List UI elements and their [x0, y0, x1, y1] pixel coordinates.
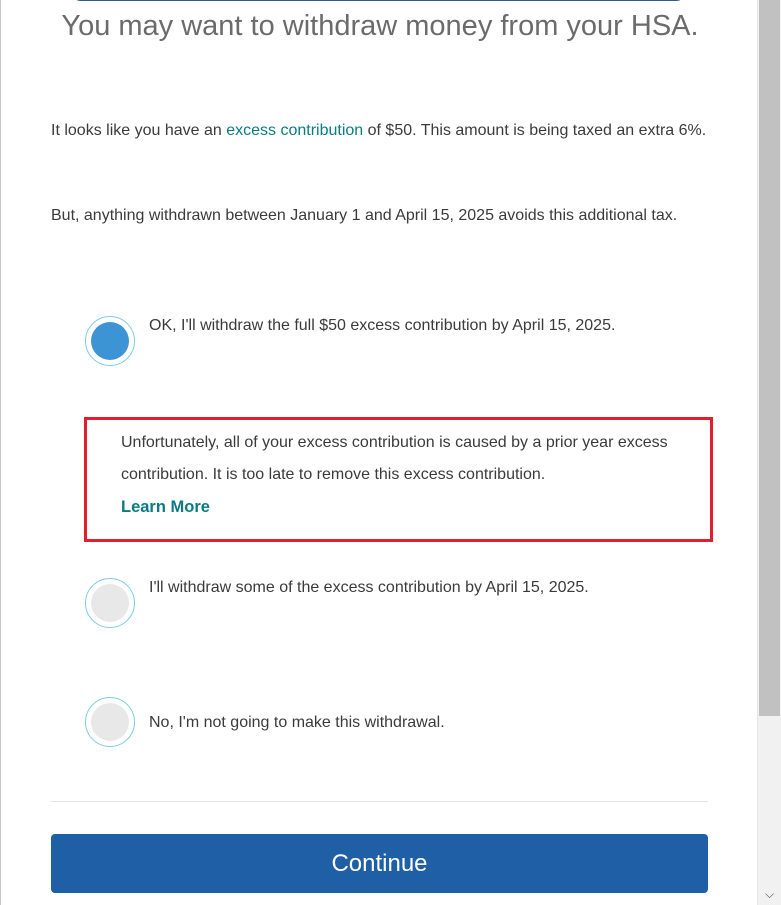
option-label-withdraw-full[interactable]: OK, I'll withdraw the full $50 excess contribution by April 15, 2025. — [149, 317, 616, 334]
radio-withdraw-some[interactable] — [85, 578, 135, 628]
chevron-down-icon[interactable]: ⌵ — [764, 887, 775, 901]
radio-dot — [91, 584, 129, 622]
previous-section-border — [72, 0, 685, 1]
option-label-withdraw-some[interactable]: I'll withdraw some of the excess contribution by April 15, 2025. — [149, 579, 589, 596]
warning-text: Unfortunately, all of your excess contribution is caused by a prior year excess contribution. It is too late to remove this excess contribution. — [121, 434, 668, 483]
tax-notice-text: But, anything withdrawn between January 1 and April 15, 2025 avoids this additional tax. — [51, 207, 678, 224]
intro-text-before: It looks like you have an — [51, 122, 227, 139]
radio-dot-selected — [91, 322, 129, 360]
intro-text-after: of $50. This amount is being taxed an extra 6%. — [363, 122, 707, 139]
radio-withdraw-full[interactable] — [85, 316, 135, 366]
radio-no-withdrawal[interactable] — [85, 697, 135, 747]
window-left-edge — [0, 0, 1, 905]
page-title: You may want to withdraw money from your HSA. — [61, 10, 699, 42]
option-label-no-withdrawal[interactable]: No, I'm not going to make this withdrawal. — [149, 714, 445, 731]
continue-button[interactable]: Continue — [51, 834, 708, 893]
vertical-scrollbar[interactable] — [757, 0, 781, 905]
learn-more-link[interactable]: Learn More — [121, 498, 210, 516]
intro-text — [51, 115, 721, 147]
warning-box — [84, 417, 713, 542]
divider — [51, 801, 708, 802]
scrollbar-thumb[interactable] — [759, 0, 780, 716]
radio-dot — [91, 703, 129, 741]
excess-contribution-link[interactable]: excess contribution — [226, 122, 364, 139]
